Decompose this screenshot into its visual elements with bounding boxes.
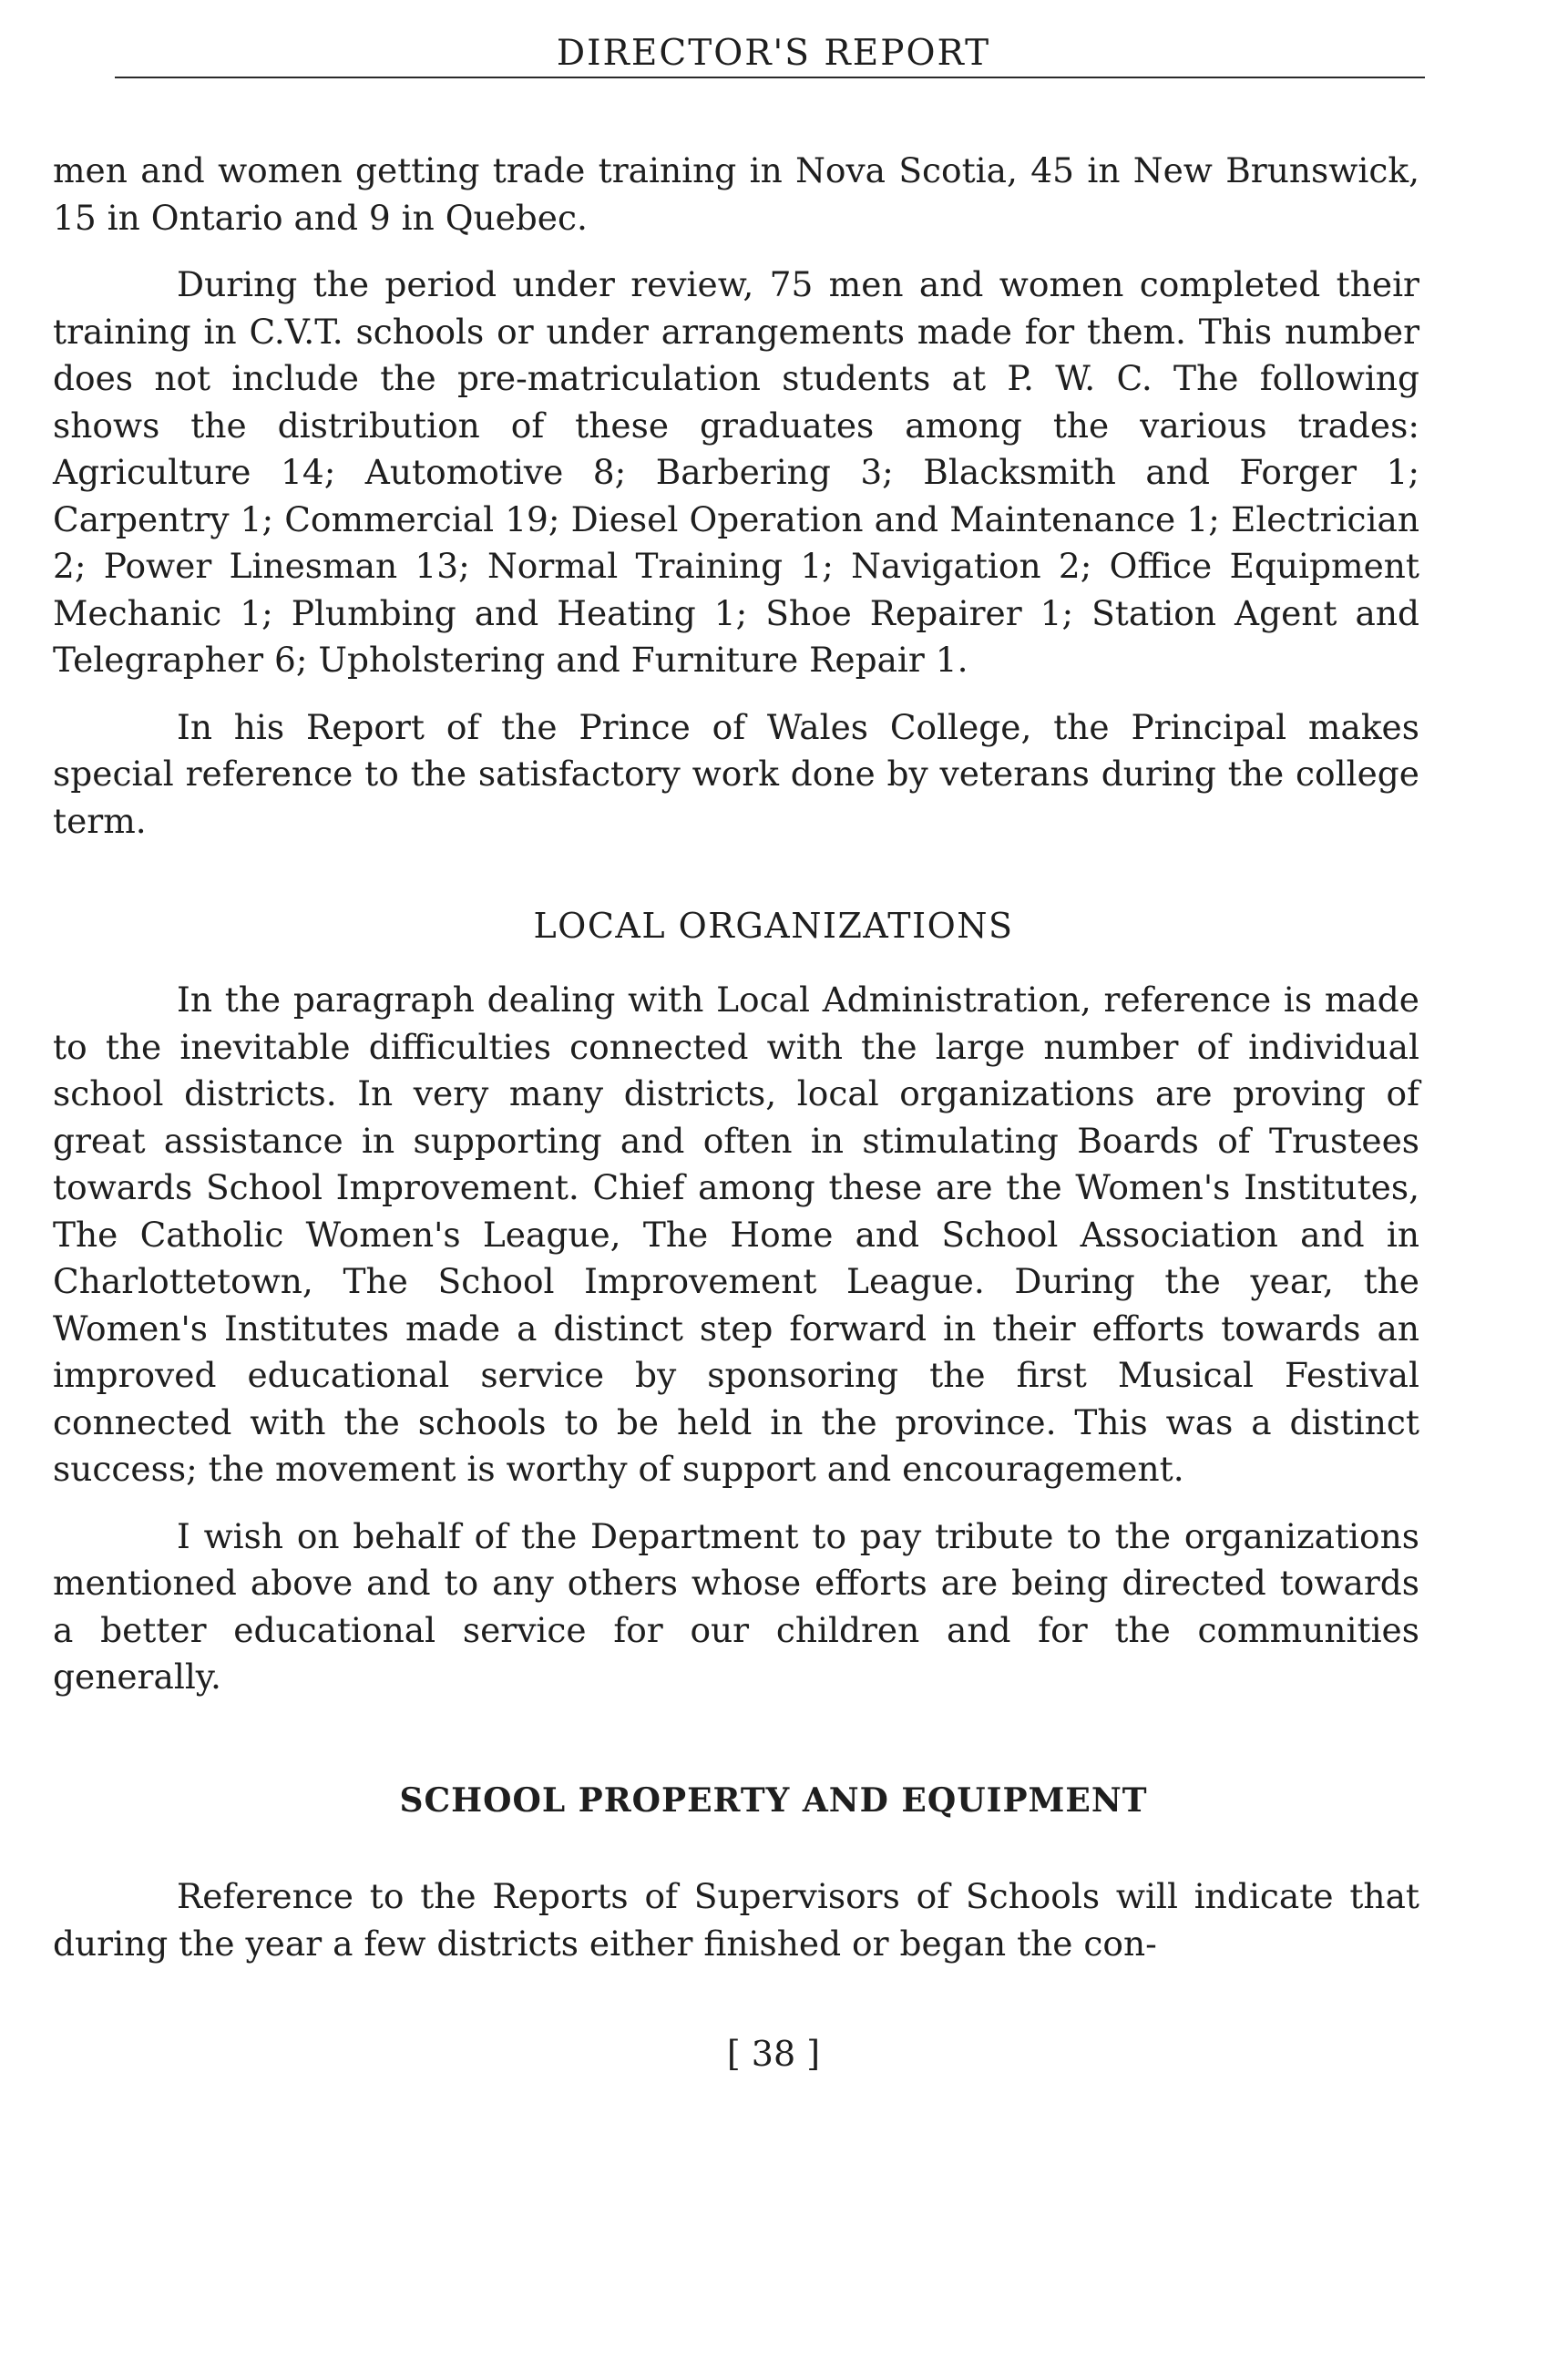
heading-local-organizations: LOCAL ORGANIZATIONS <box>533 906 1014 946</box>
paragraph-continuation: men and women getting trade training in Nova Scotia, 45 in New Brunswick, 15 in Ontario and 9 in Quebec. <box>53 150 1419 238</box>
paragraph-graduates: During the period under review, 75 men and women completed their training in C.V.T. schools or under arrangements made for them. This number does not include the pre-matriculation students at P. W. C. The following shows the distribution of these graduates among the various trades: Agriculture 14; Automotive 8; Barbering 3; Blacksmith and Forger 1; Carpentry 1; Commercial 19; Diesel Operation and Maintenance 1; Electrician 2; Power Linesman 13; Normal Training 1; Navigation 2; Office Equipment Mechanic 1; Plumbing and Heating 1; Shoe Repairer 1; Station Agent and Telegrapher 6; Upholstering and Furniture Repair 1. <box>53 264 1419 680</box>
body-section-2 <box>53 977 1419 1701</box>
paragraph-local-organizations: In the paragraph dealing with Local Administration, reference is made to the inevitable difficulties connected with the large number of individual school districts. In very many districts, local organizations are proving of great assistance in supporting and often in stimulating Boards of Trustees towards School Improvement. Chief among these are the Women's Institutes, The Catholic Women's League, The Home and School Association and in Charlottetown, The School Improvement League. During the year, the Women's Institutes made a distinct step forward in their efforts towards an improved educational service by sponsoring the first Musical Festival connected with the schools to be held in the province. This was a distinct success; the movement is worthy of support and encouragement. <box>53 980 1419 1489</box>
paragraph-tribute: I wish on behalf of the Department to pay tribute to the organizations mentioned above and to any others whose efforts are being directed towards a better educational service for our children and for the communities generally. <box>53 1515 1419 1697</box>
body-section-3 <box>53 1873 1419 1967</box>
body-section-1 <box>53 148 1419 845</box>
header-rule <box>115 77 1425 78</box>
paragraph-prince-of-wales: In his Report of the Prince of Wales College, the Principal makes special reference to the satisfactory work done by veterans during the college term. <box>53 706 1419 841</box>
page-number: [ 38 ] <box>726 2034 821 2074</box>
running-header: DIRECTOR'S REPORT <box>556 33 991 74</box>
paragraph-school-property: Reference to the Reports of Supervisors of Schools will indicate that during the year a few districts either finished or began the con- <box>53 1876 1419 1964</box>
heading-school-property: SCHOOL PROPERTY AND EQUIPMENT <box>399 1781 1148 1820</box>
